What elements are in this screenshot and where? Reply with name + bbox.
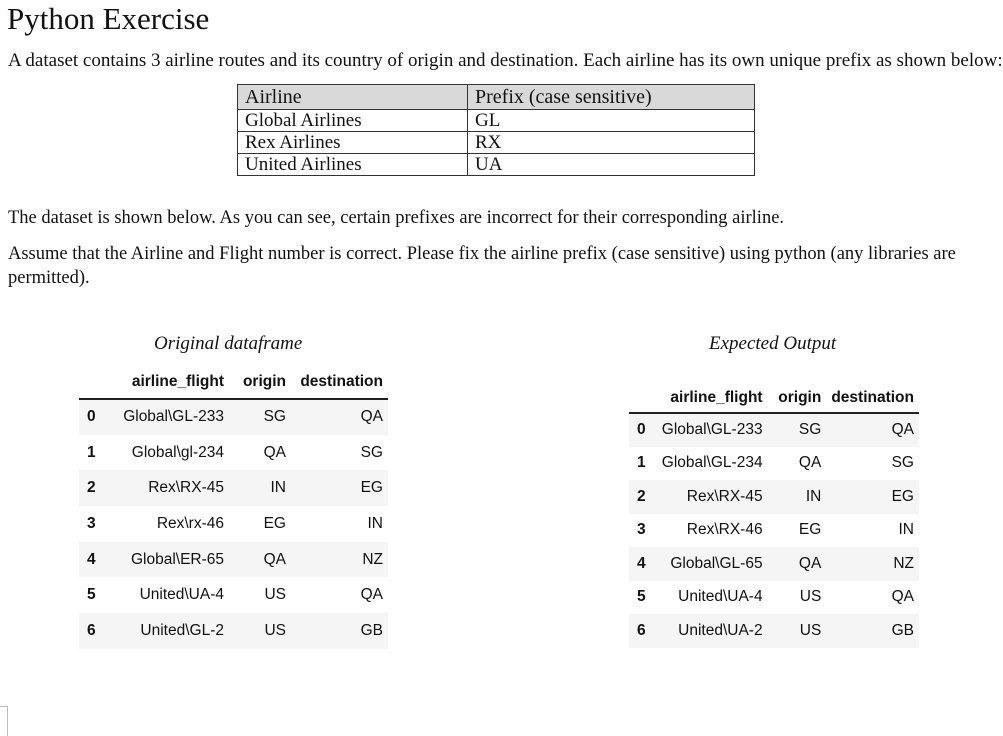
origin-cell: US bbox=[264, 586, 286, 604]
original-dataframe-caption: Original dataframe bbox=[154, 333, 303, 354]
dataset-paragraph: The dataset is shown below. As you can see, certain prefixes are incorrect for their corresponding airline. bbox=[8, 208, 785, 228]
column-header-destination: destination bbox=[826, 383, 919, 413]
origin-cell: IN bbox=[805, 487, 822, 505]
instruction-paragraph: Assume that the Airline and Flight number is correct. Please fix the airline prefix (case sensitive) using python (any libraries are permitted). bbox=[8, 244, 956, 288]
expected-output-caption: Expected Output bbox=[709, 333, 837, 354]
origin-cell: US bbox=[799, 588, 822, 606]
row-index: 0 bbox=[637, 421, 646, 439]
airline-flight-cell: Global\GL-233 bbox=[661, 421, 763, 439]
airline-flight-cell: United\UA-2 bbox=[678, 621, 763, 639]
airline-flight-cell: Global\GL-65 bbox=[670, 554, 763, 572]
row-index: 0 bbox=[87, 408, 96, 426]
dataframe-row bbox=[79, 542, 388, 578]
dataframe-row bbox=[629, 614, 919, 648]
origin-cell: QA bbox=[263, 550, 286, 568]
destination-cell: GB bbox=[360, 621, 383, 639]
page-title: Python Exercise bbox=[7, 1, 210, 36]
dataframe-row bbox=[79, 506, 388, 542]
row-index: 3 bbox=[637, 521, 646, 539]
column-header-destination: destination bbox=[291, 366, 388, 399]
dataframe-header-row bbox=[629, 383, 919, 413]
prefix-header-airline: Airline bbox=[238, 85, 468, 110]
dataframe-row bbox=[79, 613, 388, 649]
destination-cell: NZ bbox=[893, 554, 914, 572]
column-header-origin: origin bbox=[229, 366, 291, 399]
dataframe-row bbox=[629, 547, 919, 581]
airline-flight-cell: Rex\RX-46 bbox=[686, 521, 763, 539]
origin-cell: QA bbox=[263, 443, 286, 461]
airline-name: United Airlines bbox=[238, 154, 468, 176]
destination-cell: IN bbox=[898, 521, 914, 539]
index-header bbox=[79, 366, 109, 399]
dataframe-row bbox=[629, 480, 919, 514]
prefix-table-row bbox=[238, 110, 755, 132]
row-index: 2 bbox=[637, 487, 646, 505]
dataframe-row bbox=[79, 577, 388, 613]
dataframe-row bbox=[629, 514, 919, 548]
destination-cell: SG bbox=[360, 443, 383, 461]
destination-cell: QA bbox=[891, 421, 914, 439]
origin-cell: US bbox=[264, 621, 286, 639]
airline-prefix: UA bbox=[468, 154, 755, 176]
dataframe-row bbox=[79, 435, 388, 471]
row-index: 4 bbox=[87, 550, 96, 568]
expected-dataframe-table bbox=[629, 383, 919, 648]
row-index: 2 bbox=[87, 479, 96, 497]
prefix-table-header-row bbox=[238, 85, 755, 110]
row-index: 3 bbox=[87, 514, 96, 532]
column-header-airline-flight: airline_flight bbox=[109, 366, 229, 399]
destination-cell: EG bbox=[891, 487, 914, 505]
origin-cell: EG bbox=[798, 521, 822, 539]
prefix-table bbox=[237, 84, 755, 176]
origin-cell: QA bbox=[798, 454, 822, 472]
destination-cell: NZ bbox=[362, 550, 383, 568]
intro-paragraph: A dataset contains 3 airline routes and its country of origin and destination. Each airline has its own unique prefix as shown below: bbox=[8, 50, 1003, 71]
airline-name: Rex Airlines bbox=[238, 132, 468, 154]
row-index: 6 bbox=[87, 621, 96, 639]
destination-cell: SG bbox=[891, 454, 914, 472]
row-index: 5 bbox=[637, 588, 646, 606]
prefix-header-prefix: Prefix (case sensitive) bbox=[468, 85, 755, 110]
airline-flight-cell: Rex\RX-45 bbox=[686, 487, 763, 505]
prefix-table-row bbox=[238, 154, 755, 176]
dataframe-row bbox=[629, 413, 919, 447]
airline-flight-cell: United\UA-4 bbox=[139, 586, 224, 604]
origin-cell: US bbox=[799, 621, 822, 639]
column-header-origin: origin bbox=[768, 383, 827, 413]
column-header-airline-flight: airline_flight bbox=[654, 383, 767, 413]
dataframe-row bbox=[79, 470, 388, 506]
destination-cell: QA bbox=[360, 408, 383, 426]
row-index: 1 bbox=[87, 443, 96, 461]
airline-flight-cell: United\UA-4 bbox=[678, 588, 763, 606]
destination-cell: IN bbox=[367, 514, 383, 532]
dataframe-row bbox=[629, 581, 919, 615]
airline-flight-cell: United\GL-2 bbox=[140, 621, 224, 639]
origin-cell: SG bbox=[798, 421, 822, 439]
row-index: 1 bbox=[637, 454, 646, 472]
destination-cell: QA bbox=[360, 586, 383, 604]
destination-cell: QA bbox=[891, 588, 914, 606]
airline-flight-cell: Global\ER-65 bbox=[130, 550, 224, 568]
index-header bbox=[629, 383, 654, 413]
row-index: 4 bbox=[637, 554, 646, 572]
airline-prefix: GL bbox=[468, 110, 755, 132]
airline-flight-cell: Rex\rx-46 bbox=[156, 514, 224, 532]
row-index: 5 bbox=[87, 586, 96, 604]
destination-cell: GB bbox=[891, 621, 914, 639]
airline-prefix: RX bbox=[468, 132, 755, 154]
destination-cell: EG bbox=[360, 479, 383, 497]
dataframe-header-row bbox=[79, 366, 388, 399]
row-index: 6 bbox=[637, 621, 646, 639]
origin-cell: QA bbox=[798, 554, 822, 572]
airline-flight-cell: Global\GL-234 bbox=[661, 454, 763, 472]
airline-flight-cell: Global\GL-233 bbox=[123, 408, 224, 426]
airline-flight-cell: Rex\RX-45 bbox=[148, 479, 224, 497]
original-dataframe-table bbox=[79, 366, 388, 649]
page-corner-mark bbox=[0, 706, 8, 736]
airline-flight-cell: Global\gl-234 bbox=[131, 443, 224, 461]
dataframe-row bbox=[629, 447, 919, 481]
origin-cell: SG bbox=[263, 408, 286, 426]
origin-cell: EG bbox=[263, 514, 286, 532]
airline-name: Global Airlines bbox=[238, 110, 468, 132]
origin-cell: IN bbox=[270, 479, 286, 497]
prefix-table-row bbox=[238, 132, 755, 154]
dataframe-row bbox=[79, 399, 388, 435]
